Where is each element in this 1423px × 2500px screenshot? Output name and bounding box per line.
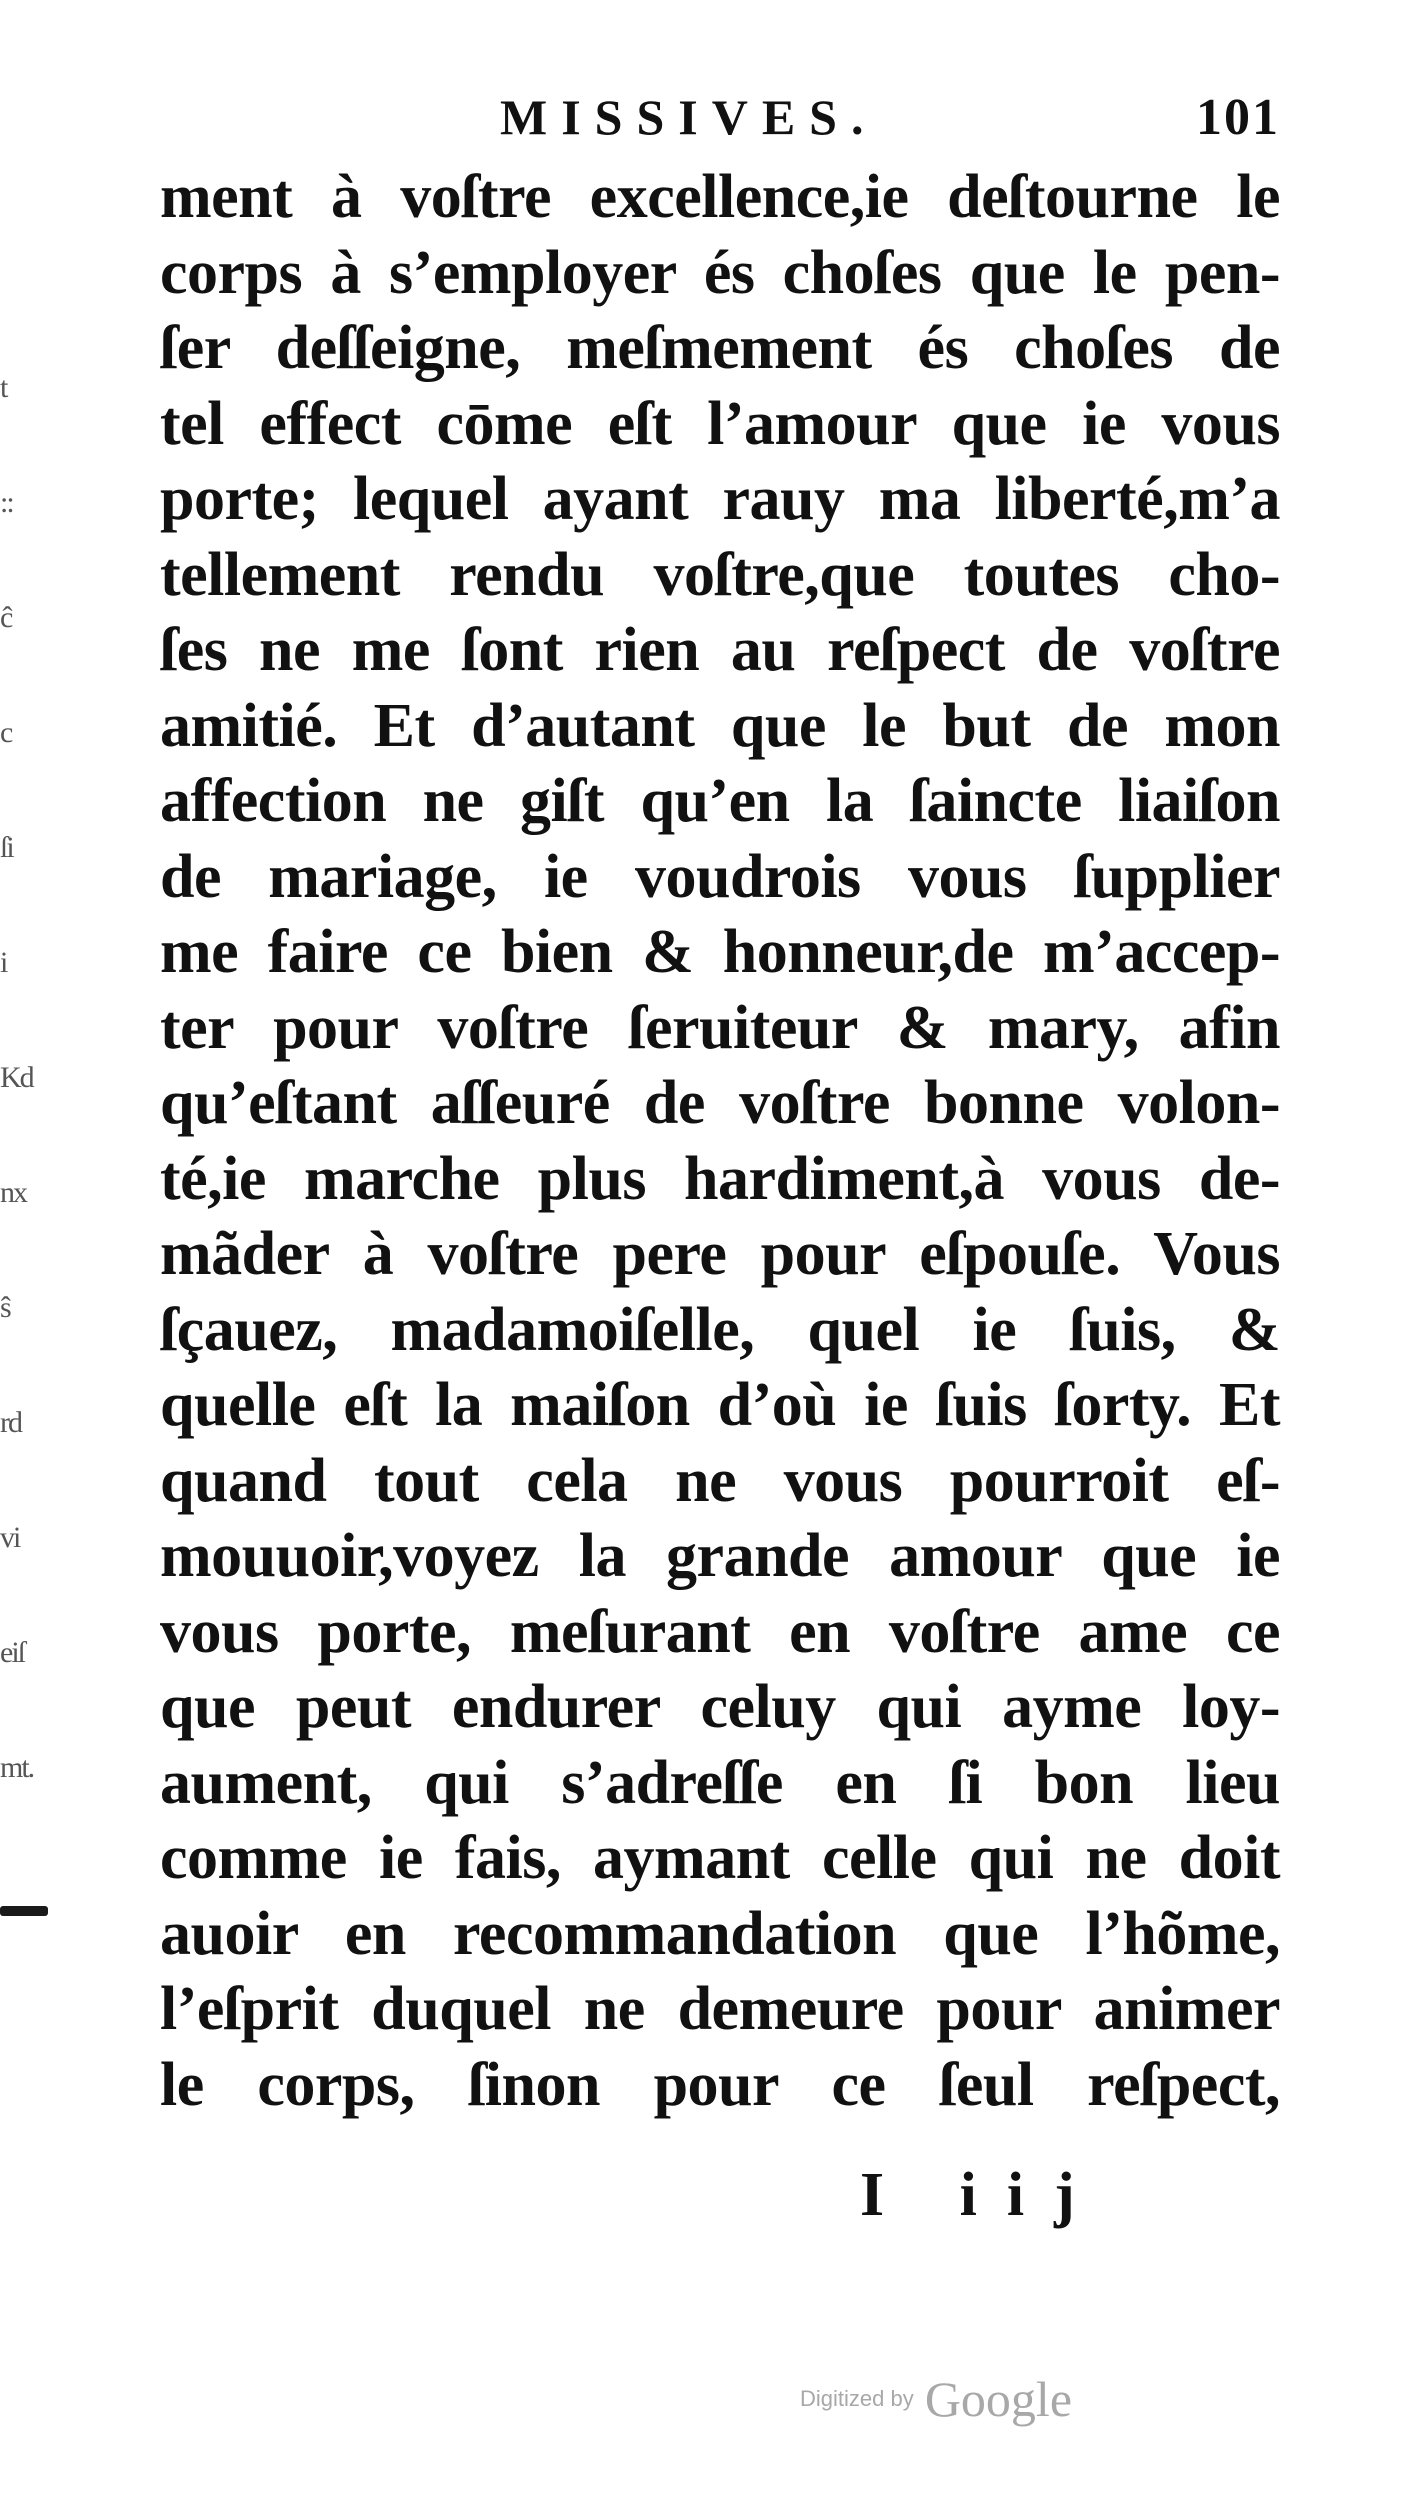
text-line: ter pour voſtre ſeruiteur & mary, afin — [160, 993, 1280, 1062]
bleed-fragment: c — [0, 716, 12, 749]
text-line: amitié. Et d’autant que le but de mon — [160, 691, 1280, 760]
digitized-watermark — [800, 2370, 1072, 2430]
body-text — [160, 160, 1280, 2123]
text-line: me faire ce bien & honneur,de m’accep- — [160, 918, 1280, 986]
text-line: ſes ne me ſont rien au reſpect de voſtre — [160, 616, 1280, 684]
text-line: mouuoir,voyez la grande amour que ie — [160, 1522, 1280, 1590]
text-line: quelle eſt la maiſon d’où ie ſuis ſorty. Et — [160, 1371, 1280, 1439]
running-title: MISSIVES. — [500, 89, 878, 145]
bleed-fragment: eiſ — [0, 1636, 24, 1669]
text-line: de mariage, ie voudrois vous ſupplier — [160, 842, 1280, 911]
text-line: té,ie marche plus hardiment,à vous de- — [160, 1144, 1280, 1213]
text-line: porte; lequel ayant rauy ma liberté,m’a — [160, 465, 1280, 533]
text-line: le corps, ſinon pour ce ſeul reſpect, — [160, 2050, 1280, 2119]
bleed-fragment: ŝ — [0, 1291, 10, 1324]
bleed-fragment: i — [0, 946, 7, 979]
text-line: mãder à voſtre pere pour eſpouſe. Vous — [160, 1220, 1280, 1288]
text-line: l’eſprit duquel ne demeure pour animer — [160, 1975, 1280, 2043]
running-head — [160, 88, 1280, 158]
watermark-prefix: Digitized by — [800, 2386, 914, 2411]
bleed-fragment: :: — [0, 486, 13, 519]
bleed-fragment: vi — [0, 1521, 20, 1554]
facing-page-rule — [0, 1906, 48, 1916]
page-number: 101 — [1196, 89, 1280, 146]
bleed-fragment: nx — [0, 1176, 26, 1209]
watermark-logo: Google — [924, 2371, 1073, 2427]
text-line: ſer deſſeigne, meſmement és choſes de — [160, 314, 1280, 382]
text-line: tellement rendu voſtre,que toutes cho- — [160, 540, 1280, 609]
bleed-fragment: Kd — [0, 1061, 33, 1094]
bleed-fragment: rd — [0, 1406, 21, 1439]
bleed-fragment: ſi — [0, 831, 13, 864]
signature-mark: I iij — [860, 2161, 1105, 2229]
bleed-fragment: mt. — [0, 1751, 34, 1784]
facing-page-bleed — [0, 330, 60, 2230]
text-line: affection ne giſt qu’en la ſaincte liaiſon — [160, 767, 1280, 835]
text-line: quand tout cela ne vous pourroit eſ- — [160, 1446, 1280, 1515]
text-line: comme ie fais, aymant celle qui ne doit — [160, 1824, 1280, 1892]
text-line: aument, qui s’adreſſe en ſi bon lieu — [160, 1748, 1280, 1817]
text-line: ſçauez, madamoiſelle, quel ie ſuis, & — [160, 1295, 1280, 1364]
text-line: corps à s’employer és choſes que le pen- — [160, 238, 1280, 307]
text-line: vous porte, meſurant en voſtre ame ce — [160, 1597, 1280, 1666]
text-line: qu’eſtant aſſeuré de voſtre bonne volon- — [160, 1069, 1280, 1137]
text-line: ment à voſtre excellence,ie deſtourne le — [160, 163, 1280, 231]
text-line: que peut endurer celuy qui ayme loy- — [160, 1673, 1280, 1741]
text-line: tel effect cōme eſt l’amour que ie vous — [160, 389, 1280, 458]
bleed-fragment: ĉ — [0, 601, 12, 634]
bleed-fragment: t — [0, 371, 7, 404]
text-line: auoir en recommandation que l’hõme, — [160, 1899, 1280, 1968]
